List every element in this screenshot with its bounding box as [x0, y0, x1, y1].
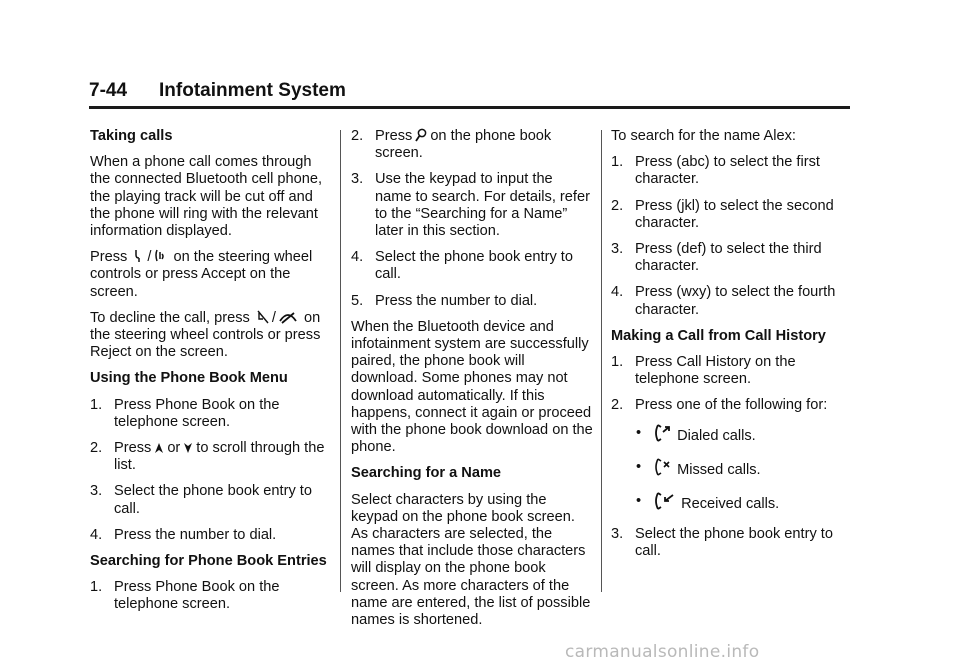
heading-taking-calls: Taking calls	[90, 128, 173, 144]
search-icon	[415, 128, 427, 142]
heading-phone-book-entries: Searching for Phone Book Entries	[90, 553, 327, 570]
list-item: 2. Press one of the following for:	[611, 397, 828, 414]
download-paragraph: When the Bluetooth device and infotainment system are successfully paired, the phone book will download. Some phones may not download automatically. If this happens, connect it again or proceed with the phone book download on the phone.	[351, 318, 593, 456]
dialed-call-icon	[654, 424, 670, 442]
decline-prefix: To decline the call, press	[90, 309, 250, 326]
list-item: 4. Press the number to dial.	[90, 526, 277, 543]
list-item: 1. Press Phone Book on the telephone screen.	[90, 579, 280, 613]
hang-up-icon	[279, 312, 297, 324]
list-item: 3. Press (def) to select the third character.	[611, 241, 822, 275]
column-right	[611, 128, 851, 569]
answer-instruction	[90, 249, 330, 301]
press-word: Press	[90, 249, 128, 266]
answer-text: on the steering wheel controls or press Accept on the screen.	[90, 249, 313, 300]
section-title: Infotainment System	[159, 80, 346, 101]
watermark: carmanualsonline.info	[565, 642, 760, 662]
column-left	[90, 128, 330, 623]
page-header	[89, 80, 850, 109]
alex-intro: To search for the name Alex:	[611, 128, 796, 144]
arrow-down-icon	[183, 442, 193, 454]
column-middle	[351, 128, 593, 638]
decline-suffix: on the steering wheel controls or press Reject on the screen.	[90, 309, 321, 361]
list-item: 2. Press on the phone book screen.	[351, 128, 552, 162]
list-item: 2. Press or to scroll through the list.	[90, 440, 325, 474]
phone-answer-icon	[154, 249, 166, 263]
heading-call-history: Making a Call from Call History	[611, 327, 826, 344]
push-to-talk-icon	[134, 249, 144, 263]
decline-instruction	[90, 310, 330, 362]
list-item: 4. Press (wxy) to select the fourth character.	[611, 284, 836, 318]
missed-call-icon	[654, 458, 670, 476]
list-item: 3. Use the keypad to input the name to search. For details, refer to the “Searching for a Name” later in this section.	[351, 171, 590, 240]
list-item: 3. Select the phone book entry to call.	[611, 525, 833, 559]
bullet-received-calls: • Received calls.	[636, 492, 780, 512]
list-item: 5. Press the number to dial.	[351, 292, 538, 309]
mute-icon	[257, 310, 269, 324]
list-item: 4. Select the phone book entry to call.	[351, 249, 573, 283]
list-item: 1. Press (abc) to select the first character.	[611, 154, 820, 188]
list-item: 2. Press (jkl) to select the second character.	[611, 197, 834, 231]
list-item: 1. Press Phone Book on the telephone screen.	[90, 396, 280, 430]
column-divider	[601, 130, 602, 592]
slash-separator: /	[147, 249, 152, 266]
heading-searching-name: Searching for a Name	[351, 465, 502, 482]
page-number: 7-44	[89, 80, 128, 101]
name-paragraph: Select characters by using the keypad on the phone book screen. As characters are selected, the names that include those characters will display on the phone book screen. As more characters of the name are entered, the list of possible names is shortened.	[351, 491, 591, 629]
heading-phone-book-menu: Using the Phone Book Menu	[90, 370, 288, 387]
taking-calls-paragraph: When a phone call comes through the connected Bluetooth cell phone, the playing track will be cut off and the phone will ring with the relevant information displayed.	[90, 154, 323, 240]
bullet-missed-calls: • Missed calls.	[636, 458, 761, 478]
list-item: 1. Press Call History on the telephone screen.	[611, 354, 796, 388]
slash-separator: /	[271, 309, 276, 326]
column-divider	[340, 130, 341, 592]
bullet-dialed-calls: • Dialed calls.	[636, 424, 756, 444]
list-item: 3. Select the phone book entry to call.	[90, 483, 312, 517]
received-call-icon	[654, 492, 674, 510]
arrow-up-icon	[154, 442, 164, 454]
